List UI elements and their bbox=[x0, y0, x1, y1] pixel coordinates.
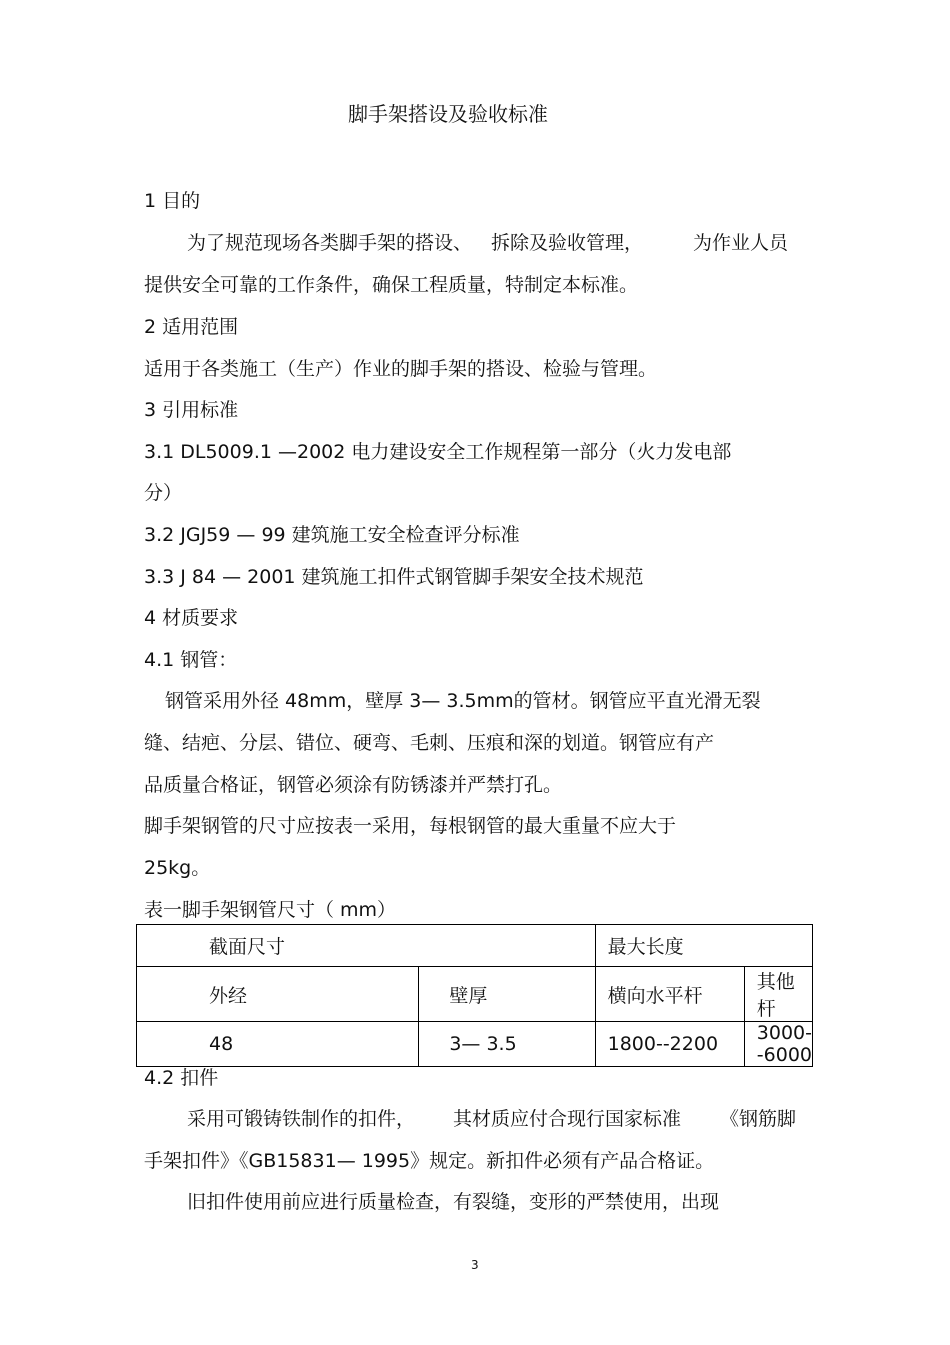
section-1-paragraph-part-a: 为了规范现场各类脚手架的搭设、 bbox=[187, 232, 473, 254]
table-header-row bbox=[137, 925, 813, 967]
section-4-1-paragraph-line-1: 钢管采用外径 48mm，壁厚 3— 3.5mm的管材。钢管应平直光滑无裂 bbox=[165, 690, 761, 712]
standard-3-3: 3.3 J 84 — 2001 建筑施工扣件式钢管脚手架安全技术规范 bbox=[144, 566, 644, 588]
section-4-2-paragraph-line-2: 手架扣件》《GB15831— 1995》规定。新扣件必须有产品合格证。 bbox=[144, 1150, 715, 1172]
section-1-heading: 1 目的 bbox=[144, 190, 201, 212]
document-title: 脚手架搭设及验收标准 bbox=[348, 102, 548, 126]
table-subheader-row bbox=[137, 967, 813, 1022]
section-2-heading: 2 适用范围 bbox=[144, 316, 239, 338]
table-cell-wall-thickness: 3— 3.5 bbox=[419, 1022, 595, 1067]
section-1-paragraph-part-c: 为作业人员 bbox=[693, 232, 789, 254]
table-header-section-size: 截面尺寸 bbox=[137, 925, 596, 967]
section-4-1-paragraph-2-line-2: 25kg。 bbox=[144, 857, 211, 879]
table-col-wall-thickness: 壁厚 bbox=[419, 967, 595, 1022]
table-header-max-length: 最大长度 bbox=[595, 925, 812, 967]
section-4-1-paragraph-2-line-1: 脚手架钢管的尺寸应按表一采用，每根钢管的最大重量不应大于 bbox=[144, 815, 677, 837]
section-4-2-paragraph-part-c: 《钢筋脚 bbox=[720, 1108, 797, 1130]
table-cell-horizontal-length: 1800--2200 bbox=[595, 1022, 744, 1067]
table-cell-outer-diameter: 48 bbox=[137, 1022, 419, 1067]
table-col-outer-diameter: 外经 bbox=[137, 967, 419, 1022]
section-4-2-heading: 4.2 扣件 bbox=[144, 1067, 219, 1089]
section-4-heading: 4 材质要求 bbox=[144, 607, 239, 629]
table-caption: 表一脚手架钢管尺寸（ mm） bbox=[144, 899, 397, 921]
table-row bbox=[137, 1022, 813, 1067]
section-4-2-paragraph-part-a: 采用可锻铸铁制作的扣件， bbox=[187, 1108, 416, 1130]
standard-3-1-line-1: 3.1 DL5009.1 —2002 电力建设安全工作规程第一部分（火力发电部 bbox=[144, 441, 732, 463]
section-3-heading: 3 引用标准 bbox=[144, 399, 239, 421]
section-1-paragraph-part-b: 拆除及验收管理， bbox=[491, 232, 644, 254]
table-cell-other-length: 3000--6000 bbox=[744, 1022, 812, 1067]
section-4-2-paragraph-2: 旧扣件使用前应进行质量检查，有裂缝，变形的严禁使用，出现 bbox=[187, 1191, 720, 1213]
section-1-paragraph-line-2: 提供安全可靠的工作条件，确保工程质量，特制定本标准。 bbox=[144, 274, 639, 296]
section-4-2-paragraph-part-b: 其材质应付合现行国家标准 bbox=[453, 1108, 682, 1130]
section-4-1-paragraph-line-3: 品质量合格证，钢管必须涂有防锈漆并严禁打孔。 bbox=[144, 774, 563, 796]
standard-3-2: 3.2 JGJ59 — 99 建筑施工安全检查评分标准 bbox=[144, 524, 520, 546]
section-4-1-heading: 4.1 钢管： bbox=[144, 649, 238, 671]
table-col-other-bar: 其他杆 bbox=[744, 967, 812, 1022]
standard-3-1-line-2: 分） bbox=[144, 482, 183, 504]
section-4-1-paragraph-line-2: 缝、结疤、分层、错位、硬弯、毛刺、压痕和深的划道。钢管应有产 bbox=[144, 732, 715, 754]
steel-pipe-size-table bbox=[136, 924, 813, 1067]
page-number: 3 bbox=[471, 1258, 479, 1272]
table-col-horizontal-bar: 横向水平杆 bbox=[595, 967, 744, 1022]
section-2-text: 适用于各类施工（生产）作业的脚手架的搭设、检验与管理。 bbox=[144, 358, 658, 380]
